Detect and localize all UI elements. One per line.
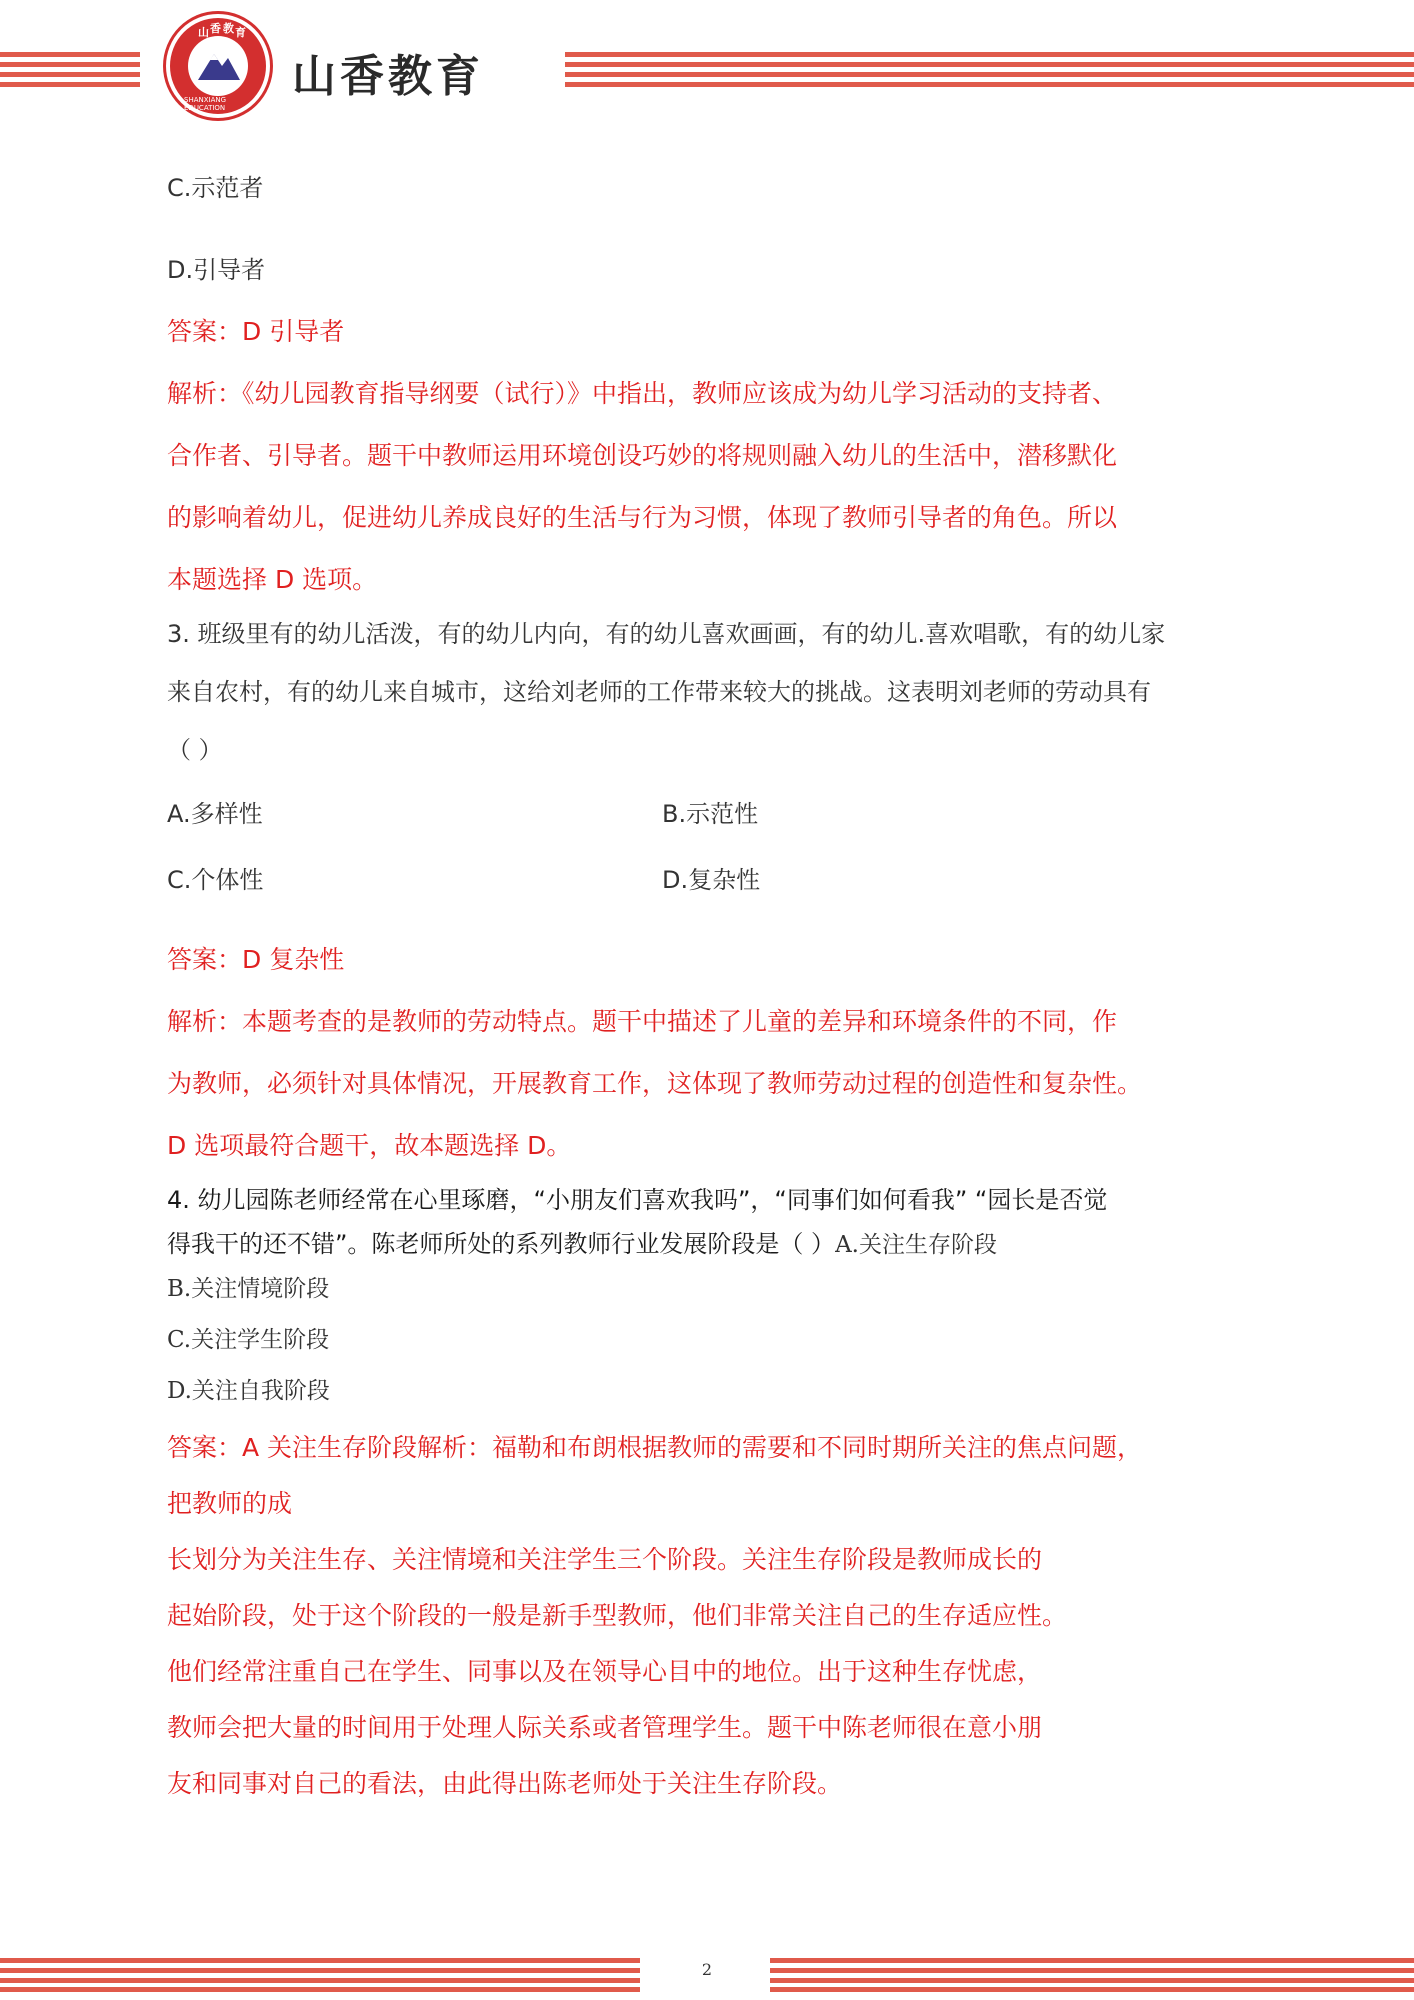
q4-answer-line: 友和同事对自己的看法，由此得出陈老师处于关注生存阶段。 (167, 1769, 843, 1798)
q4-answer-line: 起始阶段，处于这个阶段的一般是新手型教师，他们非常关注自己的生存适应性。 (167, 1601, 1068, 1630)
logo-char: 教 (223, 22, 234, 35)
page-number: 2 (701, 1960, 713, 1979)
q3-answer: 答案：D 复杂性 (167, 945, 345, 974)
logo-emblem (166, 14, 270, 118)
q3-analysis-line: 为教师，必须针对具体情况，开展教育工作，这体现了教师劳动过程的创造性和复杂性。 (167, 1069, 1143, 1098)
q4-option-b: B.关注情境阶段 (167, 1276, 330, 1302)
brand-title: 山香教育 (292, 51, 484, 102)
q3-stem-line: （ ） (167, 736, 223, 764)
header-stripes-left (0, 52, 140, 88)
logo-char: 香 (210, 22, 221, 35)
q3-analysis-line: 解析：本题考查的是教师的劳动特点。题干中描述了儿童的差异和环境条件的不同，作 (167, 1007, 1118, 1036)
q4-answer-line: 长划分为关注生存、关注情境和关注学生三个阶段。关注生存阶段是教师成长的 (167, 1545, 1043, 1574)
q2-analysis-line: 解析：《幼儿园教育指导纲要（试行）》中指出，教师应该成为幼儿学习活动的支持者、 (167, 379, 1118, 408)
logo-text: SHANXIANG EDUCATION (184, 96, 227, 112)
q4-answer-line: 教师会把大量的时间用于处理人际关系或者管理学生。题干中陈老师很在意小朋 (167, 1713, 1043, 1742)
q4-answer-line: 把教师的成 (167, 1489, 293, 1518)
q4-stem-line (167, 1224, 997, 1259)
logo-char: 育 (235, 26, 246, 39)
q2-analysis-line: 的影响着幼儿，促进幼儿养成良好的生活与行为习惯，体现了教师引导者的角色。所以 (167, 503, 1118, 532)
q2-analysis-line: 本题选择 D 选项。 (167, 565, 378, 594)
q2-analysis-line: 合作者、引导者。题干中教师运用环境创设巧妙的将规则融入幼儿的生活中，潜移默化 (167, 441, 1118, 470)
q3-analysis-line: D 选项最符合题干，故本题选择 D。 (167, 1131, 572, 1160)
q3-stem-line: 3. 班级里有的幼儿活泼，有的幼儿内向，有的幼儿喜欢画画，有的幼儿.喜欢唱歌，有的幼儿家 (167, 620, 1166, 648)
logo-char: 山 (198, 26, 209, 39)
q3-stem-line: 来自农村，有的幼儿来自城市，这给刘老师的工作带来较大的挑战。这表明刘老师的劳动具有 (167, 678, 1151, 706)
q4-option-a: A.关注生存阶段 (835, 1232, 997, 1258)
q2-option-c: C.示范者 (167, 174, 264, 202)
q4-stem-line: 4. 幼儿园陈老师经常在心里琢磨，“小朋友们喜欢我吗”，“同事们如何看我” “园长是否觉 (167, 1186, 1108, 1214)
q4-answer-line: 答案：A 关注生存阶段解析：福勒和布朗根据教师的需要和不同时期所关注的焦点问题， (167, 1433, 1143, 1462)
q3-option-b: B.示范性 (662, 800, 759, 828)
q4-option-d: D.关注自我阶段 (167, 1378, 330, 1404)
q3-option-a: A.多样性 (167, 800, 263, 828)
q2-answer: 答案：D 引导者 (167, 317, 345, 346)
q3-option-c: C.个体性 (167, 866, 264, 894)
q4-stem-text: 得我干的还不错”。陈老师所处的系列教师行业发展阶段是（ ） (167, 1230, 836, 1258)
q2-option-d: D.引导者 (167, 256, 266, 284)
q3-option-d: D.复杂性 (662, 866, 761, 894)
q4-answer-line: 他们经常注重自己在学生、同事以及在领导心目中的地位。出于这种生存忧虑， (167, 1657, 1043, 1686)
header-stripes-right (565, 52, 1414, 88)
q4-option-c: C.关注学生阶段 (167, 1327, 330, 1353)
